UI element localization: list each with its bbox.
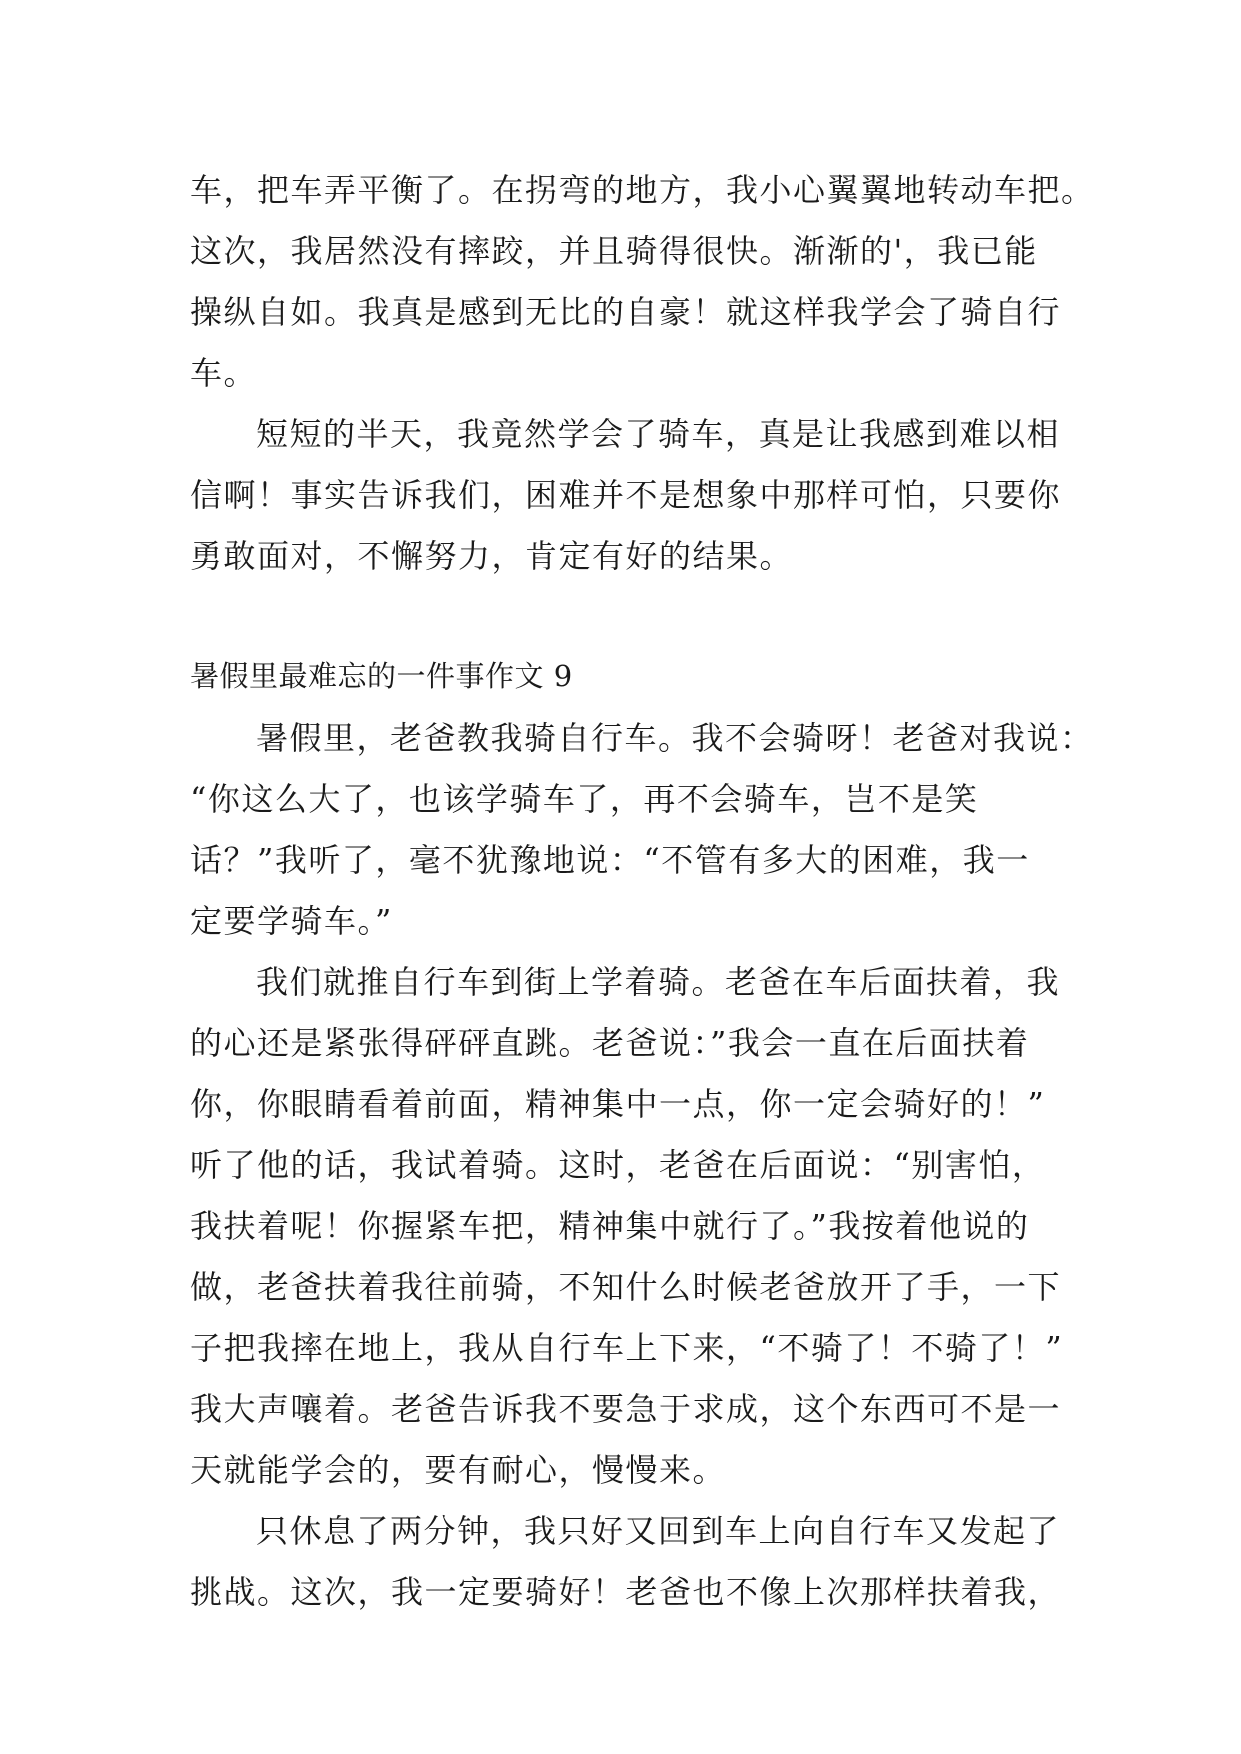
text-line: 做，老爸扶着我往前骑，不知什么时候老爸放开了手，一下	[190, 1268, 1062, 1306]
text-line: 我扶着呢！你握紧车把，精神集中就行了。”我按着他说的	[190, 1207, 1030, 1245]
text-line: 车，把车弄平衡了。在拐弯的地方，我小心翼翼地转动车把。	[190, 171, 1095, 209]
text-line: 话？”我听了，毫不犹豫地说：“不管有多大的困难，我一	[190, 841, 1030, 879]
text-line: 天就能学会的，要有耐心，慢慢来。	[190, 1451, 727, 1489]
text-line: 勇敢面对，不懈努力，肯定有好的结果。	[190, 537, 794, 575]
text-line: 我们就推自行车到街上学着骑。老爸在车后面扶着，我	[256, 963, 1061, 1001]
text-line: 听了他的话，我试着骑。这时，老爸在后面说：“别害怕，	[190, 1146, 1046, 1184]
essay-heading: 暑假里最难忘的一件事作文 9	[190, 659, 573, 693]
text-line: 暑假里，老爸教我骑自行车。我不会骑呀！老爸对我说：	[256, 719, 1094, 757]
text-line: 短短的半天，我竟然学会了骑车，真是让我感到难以相	[256, 415, 1061, 453]
text-line: 定要学骑车。”	[190, 902, 393, 940]
text-line: 我大声嚷着。老爸告诉我不要急于求成，这个东西可不是一	[190, 1390, 1062, 1428]
text-line: 操纵自如。我真是感到无比的自豪！就这样我学会了骑自行	[190, 293, 1062, 331]
text-line: 的心还是紧张得砰砰直跳。老爸说：”我会一直在后面扶着	[190, 1024, 1030, 1062]
text-line: 只休息了两分钟，我只好又回到车上向自行车又发起了	[256, 1512, 1061, 1550]
text-line: 你，你眼睛看着前面，精神集中一点，你一定会骑好的！”	[190, 1085, 1046, 1123]
text-line: 子把我摔在地上，我从自行车上下来，“不骑了！不骑了！”	[190, 1329, 1064, 1367]
text-line: 信啊！事实告诉我们，困难并不是想象中那样可怕，只要你	[190, 476, 1062, 514]
text-line: 车。	[190, 354, 258, 392]
document-body	[190, 160, 1095, 1623]
text-line: 这次，我居然没有摔跤，并且骑得很快。渐渐的'，我已能	[190, 232, 1038, 270]
text-line: “你这么大了，也该学骑车了，再不会骑车，岂不是笑	[190, 780, 979, 818]
text-line: 挑战。这次，我一定要骑好！老爸也不像上次那样扶着我，	[190, 1573, 1062, 1611]
